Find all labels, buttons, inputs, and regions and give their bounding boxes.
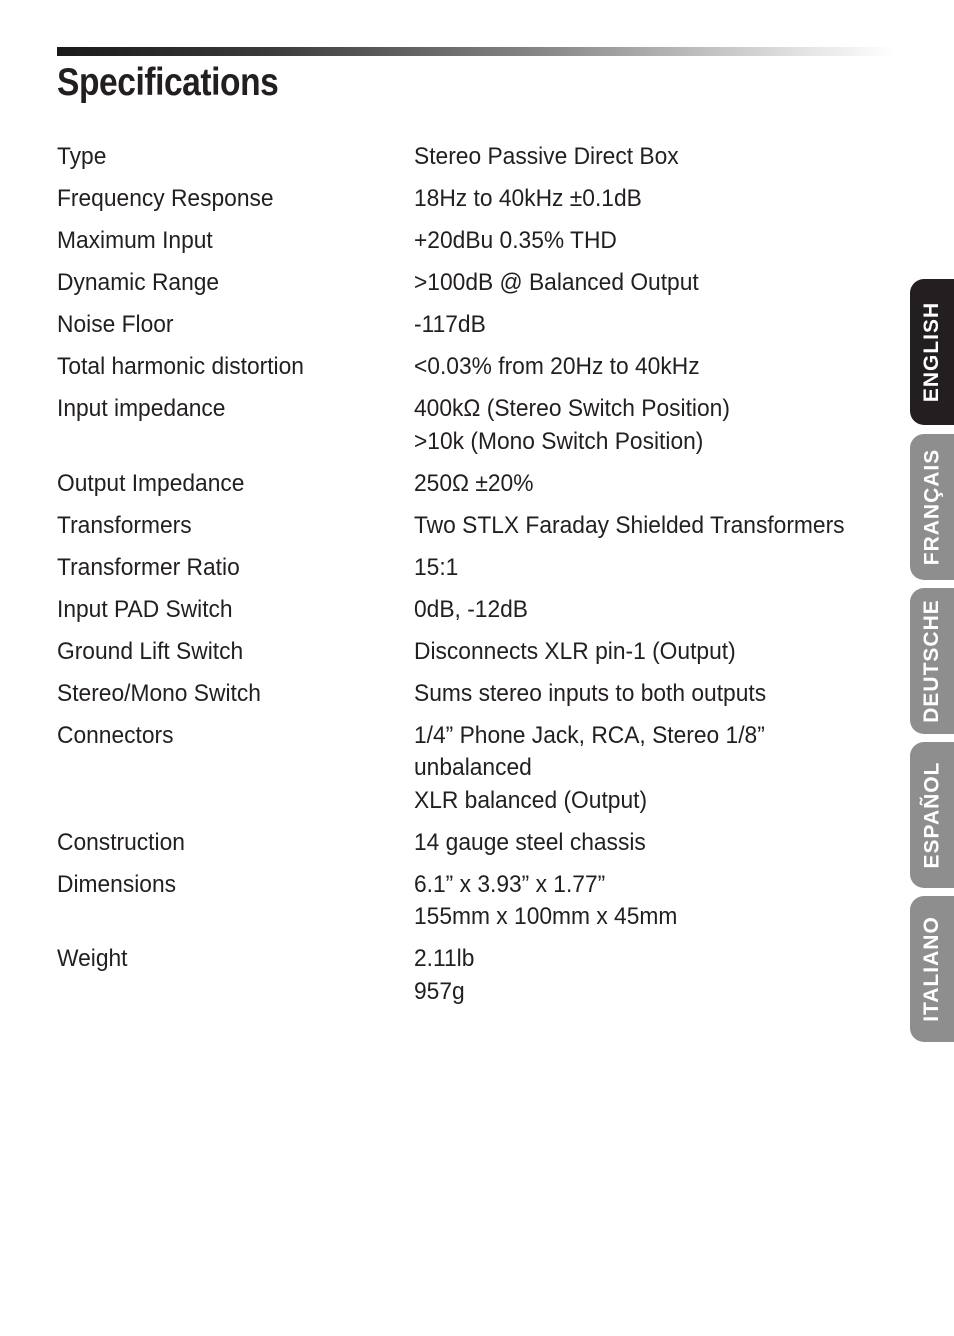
spec-row: [57, 183, 907, 216]
spec-value-line: -117dB: [414, 311, 486, 338]
spec-value-line: 957g: [414, 977, 465, 1005]
spec-row: [57, 141, 907, 174]
spec-value-line: 250Ω ±20%: [414, 469, 534, 497]
spec-value-line: +20dBu 0.35% THD: [414, 227, 617, 254]
spec-value: [414, 594, 907, 627]
spec-value-line: 155mm x 100mm x 45mm: [414, 903, 678, 930]
spec-label: Type: [57, 143, 107, 170]
spec-value-line: 14 gauge steel chassis: [414, 828, 646, 856]
spec-value-line: Stereo Passive Direct Box: [414, 143, 679, 170]
spec-value: [414, 141, 907, 174]
spec-label: Frequency Response: [57, 185, 274, 212]
spec-label: Stereo/Mono Switch: [57, 679, 261, 707]
spec-row: [57, 552, 907, 585]
spec-label: Transformer Ratio: [57, 553, 240, 581]
language-tab-espanol[interactable]: [910, 742, 954, 888]
spec-value-line: Sums stereo inputs to both outputs: [414, 679, 767, 707]
spec-row: [57, 720, 907, 818]
language-tab-label: ENGLISH: [920, 301, 943, 403]
spec-row: [57, 468, 907, 501]
spec-value-line: 15:1: [414, 553, 459, 581]
spec-row: [57, 393, 907, 458]
spec-value: [414, 309, 907, 342]
spec-value: [414, 869, 907, 934]
header-gradient-rule: [57, 47, 895, 56]
spec-value-line: Disconnects XLR pin-1 (Output): [414, 637, 736, 665]
spec-value-line: 1/4” Phone Jack, RCA, Stereo 1/8”: [414, 721, 765, 749]
page-title: Specifications: [57, 61, 279, 104]
spec-row: [57, 510, 907, 543]
spec-value-line: 0dB, -12dB: [414, 595, 529, 623]
spec-row: [57, 943, 907, 1008]
spec-value-line: <0.03% from 20Hz to 40kHz: [414, 353, 700, 380]
spec-label: Noise Floor: [57, 311, 174, 338]
spec-value-line: unbalanced: [414, 754, 532, 781]
spec-row: [57, 267, 907, 300]
spec-value: [414, 827, 907, 860]
language-tab-label: ITALIANO: [920, 916, 944, 1022]
spec-label: Total harmonic distortion: [57, 353, 304, 380]
spec-value: [414, 510, 907, 543]
spec-label: Weight: [57, 945, 128, 972]
spec-label: Transformers: [57, 511, 192, 539]
spec-row: [57, 594, 907, 627]
spec-value: [414, 267, 907, 300]
spec-row: [57, 309, 907, 342]
spec-label: Dimensions: [57, 870, 177, 898]
spec-value: [414, 678, 907, 711]
spec-value: [414, 225, 907, 258]
spec-row: [57, 351, 907, 384]
language-tab-deutsche[interactable]: [910, 588, 954, 734]
spec-row: [57, 678, 907, 711]
spec-label: Construction: [57, 828, 185, 856]
language-tab-francais[interactable]: [910, 434, 954, 580]
language-tab-label: FRANÇAIS: [920, 448, 943, 566]
spec-value: [414, 393, 907, 458]
specifications-table: [57, 141, 907, 1018]
spec-label: Ground Lift Switch: [57, 637, 244, 665]
spec-value: [414, 468, 907, 501]
spec-label: Output Impedance: [57, 469, 245, 497]
spec-label: Input impedance: [57, 395, 226, 422]
spec-value: [414, 183, 907, 216]
spec-value-line: 400kΩ (Stereo Switch Position): [414, 395, 730, 422]
spec-label: Dynamic Range: [57, 269, 220, 296]
spec-value-line: 18Hz to 40kHz ±0.1dB: [414, 185, 642, 212]
spec-value: [414, 720, 907, 818]
spec-label: Input PAD Switch: [57, 595, 233, 623]
spec-value-line: 6.1” x 3.93” x 1.77”: [414, 870, 606, 898]
spec-value-line: >10k (Mono Switch Position): [414, 427, 704, 455]
spec-value-line: 2.11lb: [414, 945, 475, 972]
spec-label: Maximum Input: [57, 227, 213, 254]
spec-value-line: >100dB @ Balanced Output: [414, 269, 699, 296]
language-tab-italiano[interactable]: [910, 896, 954, 1042]
spec-value: [414, 552, 907, 585]
spec-value: [414, 351, 907, 384]
spec-value-line: Two STLX Faraday Shielded Transformers: [414, 511, 845, 539]
spec-value: [414, 636, 907, 669]
spec-label: Connectors: [57, 721, 174, 749]
language-tab-label: ESPAÑOL: [920, 761, 943, 869]
spec-value: [414, 943, 907, 1008]
language-tab-english[interactable]: [910, 279, 954, 425]
spec-row: [57, 827, 907, 860]
spec-value-line: XLR balanced (Output): [414, 786, 648, 814]
spec-row: [57, 869, 907, 934]
spec-row: [57, 225, 907, 258]
spec-row: [57, 636, 907, 669]
language-tab-label: DEUTSCHE: [920, 599, 944, 723]
